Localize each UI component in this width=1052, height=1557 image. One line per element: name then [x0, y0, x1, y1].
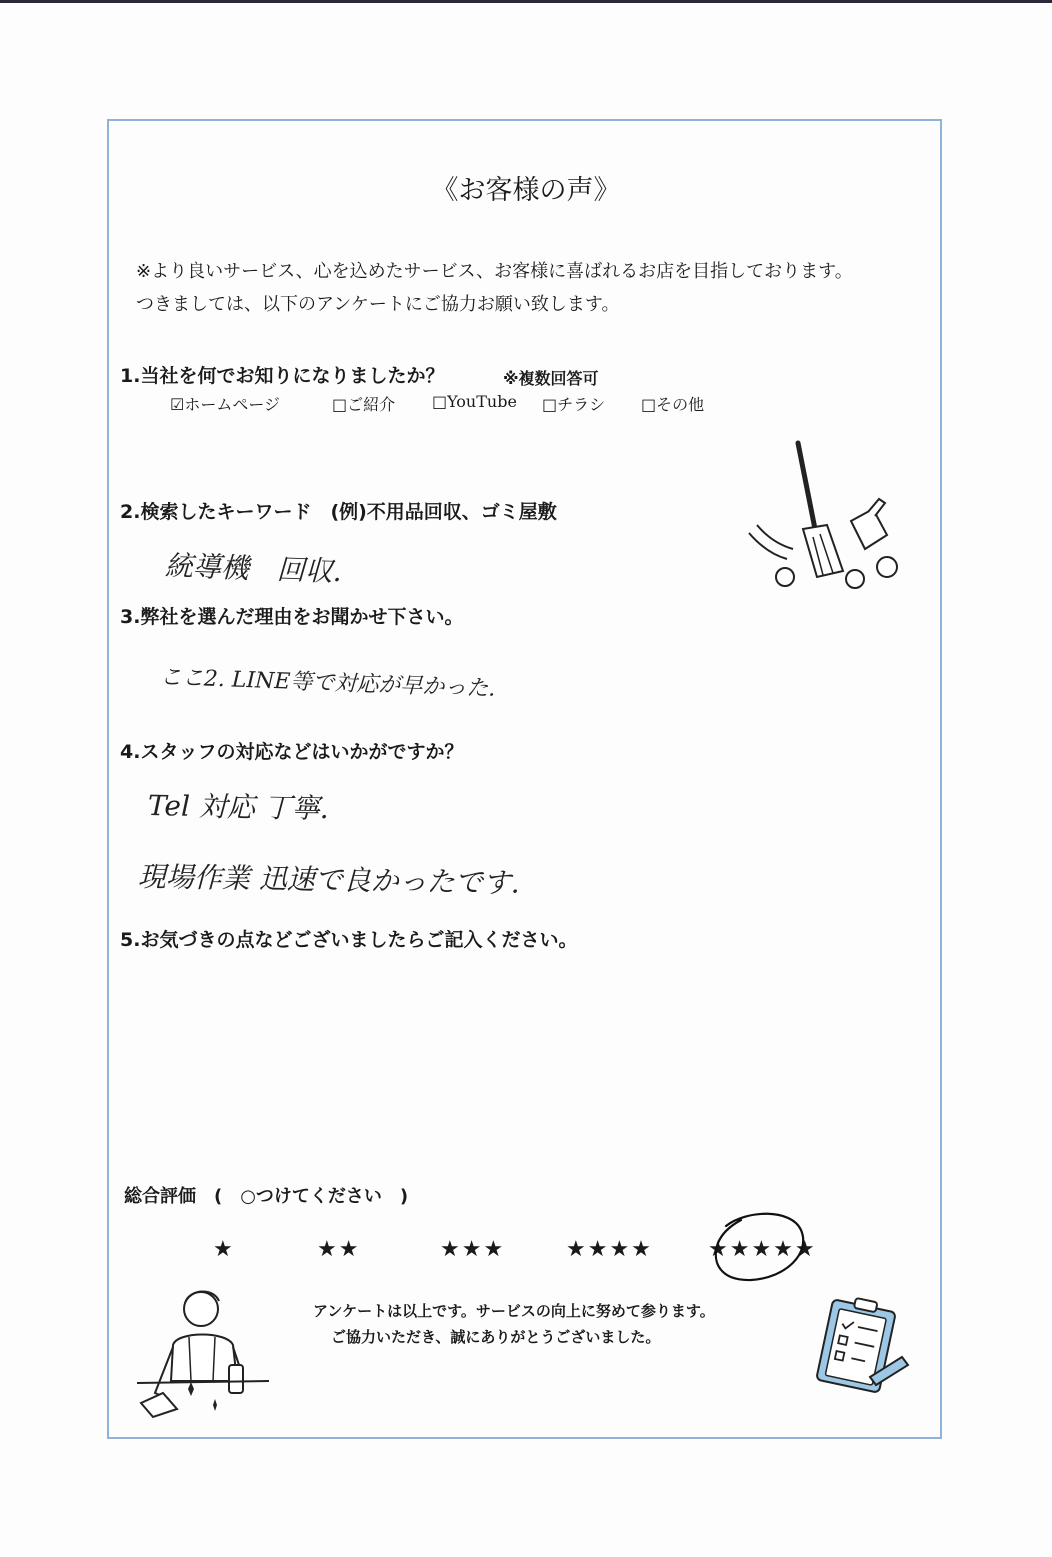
question-5: 5.お気づきの点などございましたらご記入ください。	[120, 929, 578, 951]
cleaning-worker-illustration	[133, 1285, 283, 1425]
closing-line-2: ご協力いただき、誠にありがとうございました。	[331, 1328, 661, 1346]
multiple-answer-note: ※複数回答可	[503, 369, 599, 388]
answer-2-handwriting: 統導機 回収.	[164, 549, 343, 589]
selected-rating-circle	[706, 1208, 816, 1288]
page-title: 《お客様の声》	[431, 175, 621, 206]
option-other[interactable]: □その他	[641, 395, 705, 414]
top-edge-line	[0, 0, 1052, 3]
answer-3-handwriting: ここ2. LINE等で対応が早かった.	[159, 665, 496, 702]
option-flyer[interactable]: □チラシ	[542, 395, 606, 414]
option-homepage[interactable]: ☑ホームページ	[170, 395, 281, 414]
question-1: 1.当社を何でお知りになりましたか？	[120, 365, 445, 387]
overall-rating-label: 総合評価 ( ○つけてください )	[124, 1186, 409, 1207]
option-referral[interactable]: □ご紹介	[332, 395, 396, 414]
broom-dustpan-icon	[743, 437, 913, 607]
rating-2-stars[interactable]: ★★	[317, 1237, 361, 1262]
rating-1-star[interactable]: ★	[213, 1237, 235, 1262]
question-3: 3.弊社を選んだ理由をお聞かせ下さい。	[120, 606, 464, 628]
rating-4-stars[interactable]: ★★★★	[566, 1237, 653, 1262]
intro-line-2: つきましては、以下のアンケートにご協力お願い致します。	[136, 294, 620, 315]
clipboard-checklist-icon	[810, 1295, 920, 1405]
option-youtube[interactable]: □YouTube	[432, 392, 517, 411]
rating-5-stars[interactable]: ★★★★★	[708, 1237, 817, 1262]
answer-4-handwriting-1: Tel 対応 丁寧.	[147, 789, 329, 826]
answer-4-handwriting-2: 現場作業 迅速で良かったです.	[137, 860, 521, 900]
question-4: 4.スタッフの対応などはいかがですか？	[120, 741, 464, 763]
question-2: 2.検索したキーワード (例)不用品回収、ゴミ屋敷	[120, 501, 557, 523]
intro-line-1: ※より良いサービス、心を込めたサービス、お客様に喜ばれるお店を目指しております。	[136, 261, 853, 282]
rating-3-stars[interactable]: ★★★	[440, 1237, 506, 1262]
closing-line-1: アンケートは以上です。サービスの向上に努めて参ります。	[313, 1302, 715, 1320]
